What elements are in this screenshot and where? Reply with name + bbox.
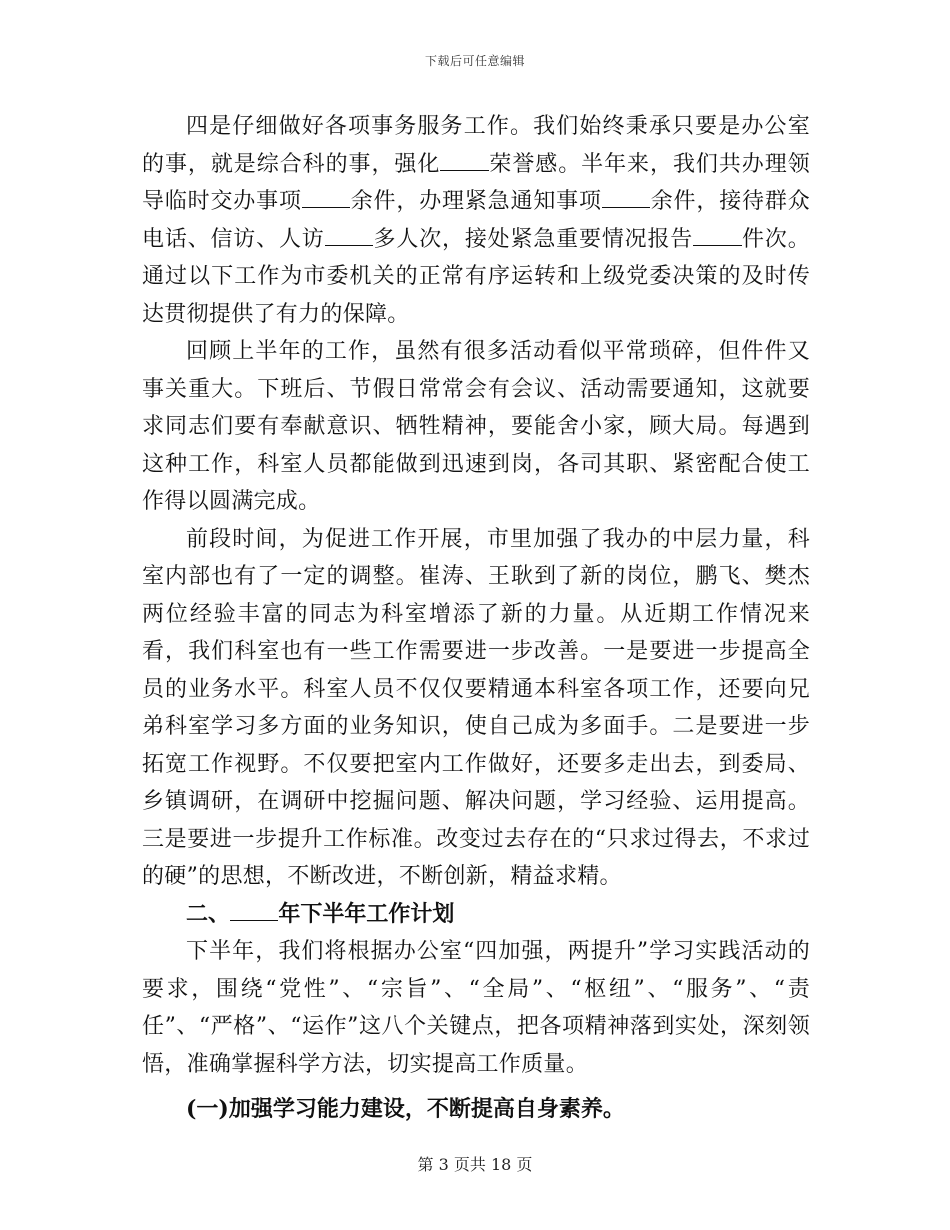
paragraph-review: 回顾上半年的工作，虽然有很多活动看似平常琐碎，但件件又事关重大。下班后、节假日常常会有会议、活动需要通知，这就要求同志们要有奉献意识、牺牲精神，要能舍小家，顾大局。每遇到这种工作，科室人员都能做到迅速到岗，各司其职、紧密配合使工作得以圆满完成。 (142, 339, 810, 514)
fill-in-blank (230, 900, 278, 921)
section-heading (142, 896, 810, 934)
paragraph-text: 四是仔细做好各项事务服务工作。我们始终秉承只要是办公室的事，就是综合科的事，强化 (142, 114, 810, 177)
heading-prefix: 二、 (186, 900, 231, 927)
paragraph-plan: 下半年，我们将根据办公室“四加强，两提升”学习实践活动的要求，围绕“党性”、“宗旨”、“全局”、“枢纽”、“服务”、“责任”、“严格”、“运作”这八个关键点，把各项精神落到实处，深刻领悟，准确掌握科学方法，切实提高工作质量。 (142, 939, 810, 1077)
paragraph-staffing: 前段时间，为促进工作开展，市里加强了我办的中层力量，科室内部也有了一定的调整。崔涛、王耿到了新的岗位，鹏飞、樊杰两位经验丰富的同志为科室增添了新的力量。从近期工作情况来看，我们科室也有一些工作需要进一步改善。一是要进一步提高全员的业务水平。科室人员不仅仅要精通本科室各项工作，还要向兄弟科室学习多方面的业务知识，使自己成为多面手。二是要进一步拓宽工作视野。不仅要把室内工作做好，还要多走出去，到委局、乡镇调研，在调研中挖掘问题、解决问题，学习经验、运用提高。三是要进一步提升工作标准。改变过去存在的“只求过得去，不求过的硬”的思想，不断改进，不断创新，精益求精。 (142, 526, 810, 889)
fill-in-blank (693, 225, 741, 246)
paragraph-service-work (142, 108, 810, 333)
fill-in-blank (302, 187, 350, 208)
paragraph-text: 荣誉感。半年来，我们共办理领导临时交办事项 (142, 151, 810, 214)
paragraph-text: 余件，接待群众电话、信访、人访 (142, 189, 810, 252)
paragraph-text: 余件，办理紧急通知事项 (350, 189, 602, 214)
paragraph-text: 多人次，接处紧急重要情况报告 (373, 226, 694, 252)
page-number: 第 3 页共 18 页 (417, 1155, 533, 1174)
fill-in-blank (440, 150, 488, 171)
fill-in-blank (325, 225, 373, 246)
subsection-heading: (一)加强学习能力建设，不断提高自身素养。 (186, 1096, 625, 1122)
fill-in-blank (602, 187, 650, 208)
page-header: 下载后可任意编辑 (424, 54, 525, 68)
document-body (142, 108, 810, 1129)
paragraph-text: 件次。通过以下工作为市委机关的正常有序运转和上级党委决策的及时传达贯彻提供了有力的保障。 (142, 226, 810, 327)
heading-suffix: 年下半年工作计划 (278, 900, 455, 927)
